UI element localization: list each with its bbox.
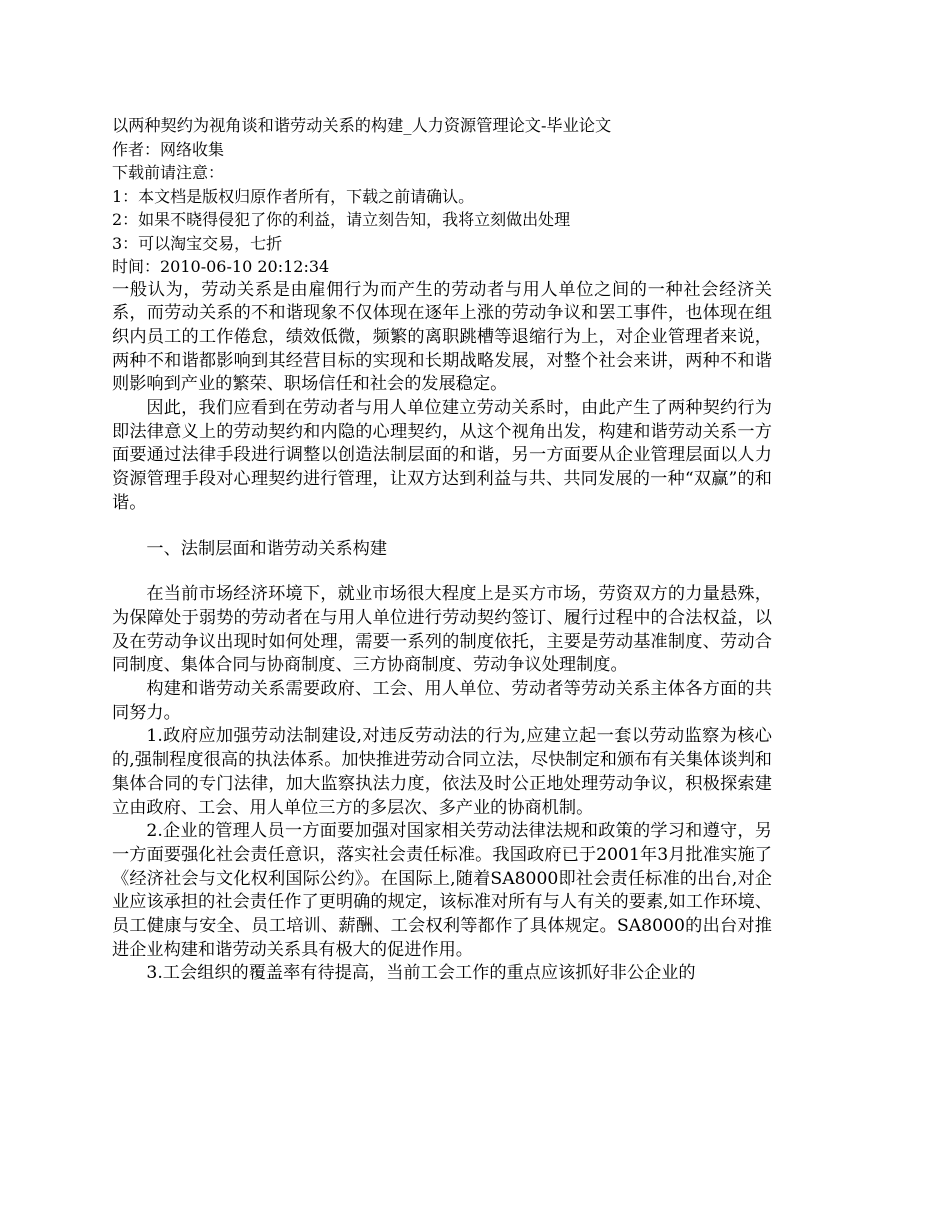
document-title: 以两种契约为视角谈和谐劳动关系的构建_人力资源管理论文-毕业论文 [112, 116, 612, 135]
section-heading-legal: 一、法制层面和谐劳动关系构建 [146, 538, 388, 559]
notice-item-1: 1：本文档是版权归原作者所有，下载之前请确认。 [112, 186, 475, 206]
paragraph-enterprise-role: 2.企业的管理人员一方面要加强对国家相关劳动法律法规和政策的学习和遵守，另一方面要强化社会责任意识，落实社会责任标准。我国政府已于2001年3月批准实施了《经济社会与文化权利国际公约》。在国际上,随着SA8000即社会责任标准的出台,对企业应该承担的社会责任作了更明确的规定，该标准对所有与人有关的要素,如工作环境、员工健康与安全、员工培训、薪酬、工会权利等都作了具体规定。SA8000的出台对推进企业构建和谐劳动关系具有极大的促进作用。 [112, 821, 772, 960]
timestamp-line: 时间：2010-06-10 20:12:34 [112, 257, 330, 276]
paragraph-market-context: 在当前市场经济环境下，就业市场很大程度上是买方市场，劳资双方的力量悬殊，为保障处于弱势的劳动者在与用人单位进行劳动契约签订、履行过程中的合法权益，以及在劳动争议出现时如何处理，需要一系列的制度依托，主要是劳动基准制度、劳动合同制度、集体合同与协商制度、三方协商制度、劳动争议处理制度。 [112, 584, 772, 676]
notice-item-3: 3：可以淘宝交易，七折 [112, 233, 283, 253]
spacer [112, 516, 772, 538]
paragraph-intro: 一般认为，劳动关系是由雇佣行为而产生的劳动者与用人单位之间的一种社会经济关系，而劳动关系的不和谐现象不仅体现在逐年上涨的劳动争议和罢工事件，也体现在组织内员工的工作倦怠，绩效低微，频繁的离职跳槽等退缩行为上，对企业管理者来说，两种不和谐都影响到其经营目标的实现和长期战略发展，对整个社会来讲，两种不和谐则影响到产业的繁荣、职场信任和社会的发展稳定。 [112, 279, 772, 395]
paragraph-joint-effort: 构建和谐劳动关系需要政府、工会、用人单位、劳动者等劳动关系主体各方面的共同努力。 [112, 679, 772, 723]
author-line: 作者：网络收集 [112, 139, 225, 159]
notice-item-2: 2：如果不晓得侵犯了你的利益，请立刻告知，我将立刻做出处理 [112, 210, 571, 229]
paragraph-government-role: 1.政府应加强劳动法制建设,对违反劳动法的行为,应建立起一套以劳动监察为核心的,强制程度很高的执法体系。加快推进劳动合同立法，尽快制定和颁布有关集体谈判和集体合同的专门法律，加大监察执法力度，依法及时公正地处理劳动争议，积极探索建立由政府、工会、用人单位三方的多层次、多产业的协商机制。 [112, 726, 772, 818]
paragraph-union-role: 3.工会组织的覆盖率有待提高，当前工会工作的重点应该抓好非公企业的 [146, 963, 696, 984]
spacer [112, 561, 772, 583]
download-notice-header: 下载前请注意： [112, 163, 225, 182]
paragraph-two-contracts: 因此，我们应看到在劳动者与用人单位建立劳动关系时，由此产生了两种契约行为即法律意义上的劳动契约和内隐的心理契约，从这个视角出发，构建和谐劳动关系一方面要通过法律手段进行调整以创造法制层面的和谐，另一方面要从企业管理层面以人力资源管理手段对心理契约进行管理，让双方达到利益与共、共同发展的一种“双赢”的和谐。 [112, 398, 772, 513]
document-page [112, 114, 772, 986]
